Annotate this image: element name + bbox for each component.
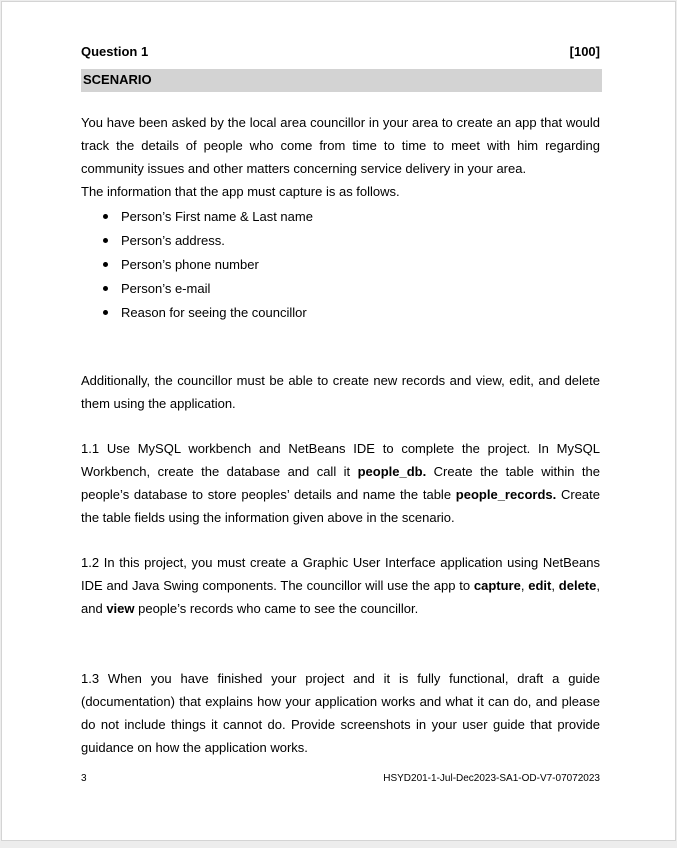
question-title: Question 1 (81, 44, 149, 59)
q11-text-1: 1.1 Use MySQL workbench and NetBeans IDE to complete the project. In MySQL Workbench, create the database and call it (81, 441, 600, 479)
view-keyword: view (106, 601, 135, 616)
list-item: Reason for seeing the councillor (81, 301, 313, 325)
delete-keyword: delete (558, 578, 597, 593)
list-item: Person’s address. (81, 229, 313, 253)
separator: , (551, 578, 559, 593)
q11-text-2: Create the table within the people’s database to store peoples’ details and name the table (81, 464, 600, 502)
document-code: HSYD201-1-Jul-Dec2023-SA1-OD-V7-07072023 (383, 773, 600, 784)
scenario-heading-bar (81, 69, 602, 92)
question-1-3: 1.3 When you have finished your project and it is fully functional, draft a guide (documentation) that explains how your application works and what it can do, and please do not include things it cannot do. Provide screenshots in your user guide that provide guidance on how the application works. (81, 671, 600, 755)
q12-text-1: 1.2 In this project, you must create a Graphic User Interface application using NetBeans IDE and Java Swing components. The councillor will use the app to (81, 555, 600, 593)
document-page (1, 1, 676, 841)
scenario-heading: SCENARIO (83, 72, 152, 87)
q11-text-3: Create the table fields using the information given above in the scenario. (81, 487, 600, 525)
database-name: people_db. (357, 464, 427, 479)
q12-text-2: people’s records who came to see the councillor. (134, 601, 419, 616)
intro-lead: The information that the app must capture is as follows. (81, 184, 400, 199)
separator: , (520, 578, 529, 593)
question-marks: [100] (569, 44, 600, 59)
page-footer (81, 773, 600, 784)
list-item: Person’s e-mail (81, 277, 313, 301)
capture-keyword: capture (473, 578, 521, 593)
question-1-1 (81, 437, 600, 529)
additionally-paragraph: Additionally, the councillor must be able to create new records and view, edit, and delete them using the application. (81, 373, 600, 411)
capture-list (81, 205, 313, 325)
question-header (81, 44, 600, 59)
list-item: Person’s phone number (81, 253, 313, 277)
table-name: people_records. (455, 487, 557, 502)
edit-keyword: edit (528, 578, 552, 593)
list-item: Person’s First name & Last name (81, 205, 313, 229)
intro-paragraph: You have been asked by the local area councillor in your area to create an app that would track the details of people who come from time to time to meet with him regarding community issues and other matters concerning service delivery in your area. (81, 115, 600, 176)
question-1-2 (81, 551, 600, 620)
page-number: 3 (81, 773, 87, 784)
separator: , and (81, 578, 600, 616)
